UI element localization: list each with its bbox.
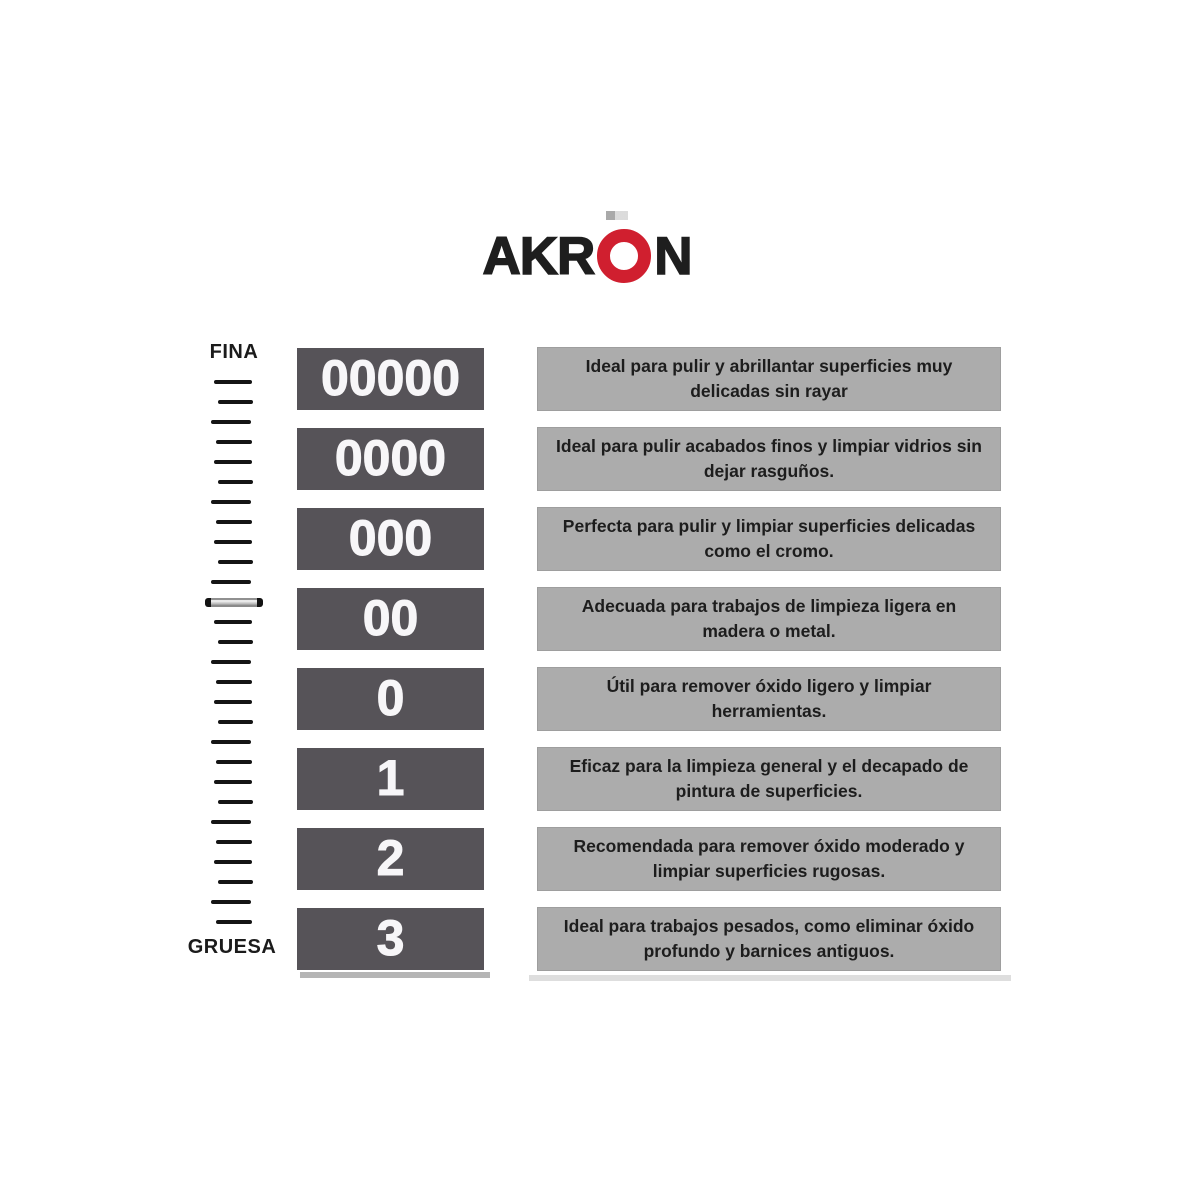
- brand-logo: [0, 224, 1187, 288]
- scale-tick: [218, 720, 253, 724]
- logo-text-akr: AKR: [482, 226, 595, 286]
- scale-tick: [211, 740, 251, 744]
- description-box-shadow-strip: [529, 975, 1011, 981]
- grade-code: 0000: [334, 429, 447, 486]
- grade-code: 2: [376, 829, 405, 886]
- grade-box: [297, 508, 484, 570]
- scale-tick: [214, 860, 252, 864]
- grade-description: Ideal para pulir acabados finos y limpiar vidrios sin dejar rasguños.: [556, 436, 982, 481]
- grade-description-box: [537, 747, 1001, 811]
- grade-description-box: [537, 507, 1001, 571]
- grade-box: [297, 908, 484, 970]
- scale-tick: [218, 400, 253, 404]
- logo-o-ring-icon: [597, 229, 651, 283]
- scale-tick: [218, 560, 253, 564]
- scale-label-gruesa: GRUESA: [187, 936, 277, 958]
- grade-code: 0: [376, 669, 405, 726]
- grade-description-box: [537, 827, 1001, 891]
- scale-tick: [214, 620, 252, 624]
- grade-description-box: [537, 907, 1001, 971]
- grade-box: [297, 668, 484, 730]
- grade-box: [297, 828, 484, 890]
- grade-code: 1: [376, 749, 405, 806]
- grade-box: [297, 588, 484, 650]
- grade-description-box: [537, 587, 1001, 651]
- scale-tick: [211, 500, 251, 504]
- scale-tick: [218, 800, 253, 804]
- grade-box-shadow-strip: [300, 972, 490, 978]
- logo-smudge-artifact: [606, 211, 628, 220]
- grade-description-box: [537, 347, 1001, 411]
- grade-code: 00: [362, 589, 419, 646]
- scale-tick: [211, 900, 251, 904]
- grade-description: Adecuada para trabajos de limpieza ligera en madera o metal.: [581, 596, 957, 641]
- grade-description-box: [537, 427, 1001, 491]
- scale-tick: [211, 420, 251, 424]
- scale-ticks: [209, 372, 257, 932]
- grade-code: 3: [376, 909, 405, 966]
- grade-box: [297, 348, 484, 410]
- grade-box: [297, 748, 484, 810]
- grade-box: [297, 428, 484, 490]
- grade-description: Perfecta para pulir y limpiar superficies delicadas como el cromo.: [562, 516, 976, 561]
- scale-tick: [214, 700, 252, 704]
- scale-tick: [214, 460, 252, 464]
- scale-tick: [216, 920, 252, 924]
- scale-tick: [211, 660, 251, 664]
- scale-tick: [214, 540, 252, 544]
- scale-tick: [218, 480, 253, 484]
- grade-description: Ideal para trabajos pesados, como eliminar óxido profundo y barnices antiguos.: [563, 916, 975, 961]
- scale-tick: [216, 840, 252, 844]
- scale-tick: [214, 380, 252, 384]
- scale-tick: [216, 760, 252, 764]
- scale-tick: [214, 780, 252, 784]
- scale-tick: [218, 880, 253, 884]
- scale-tick: [211, 580, 251, 584]
- scale-tick: [211, 820, 251, 824]
- scale-slider-marker: [205, 598, 263, 607]
- grade-description: Ideal para pulir y abrillantar superficies muy delicadas sin rayar: [585, 356, 953, 401]
- scale-tick: [216, 520, 252, 524]
- scale-tick: [218, 640, 253, 644]
- logo-text-n: N: [654, 226, 692, 286]
- grade-code: 000: [348, 509, 433, 566]
- grade-description: Recomendada para remover óxido moderado y limpiar superficies rugosas.: [573, 836, 965, 881]
- grade-code: 00000: [320, 349, 461, 406]
- scale-label-fina: FINA: [209, 341, 259, 363]
- scale-tick: [216, 440, 252, 444]
- grade-description: Útil para remover óxido ligero y limpiar herramientas.: [606, 676, 932, 721]
- grade-description: Eficaz para la limpieza general y el decapado de pintura de superficies.: [569, 756, 969, 801]
- scale-tick: [216, 680, 252, 684]
- grade-description-box: [537, 667, 1001, 731]
